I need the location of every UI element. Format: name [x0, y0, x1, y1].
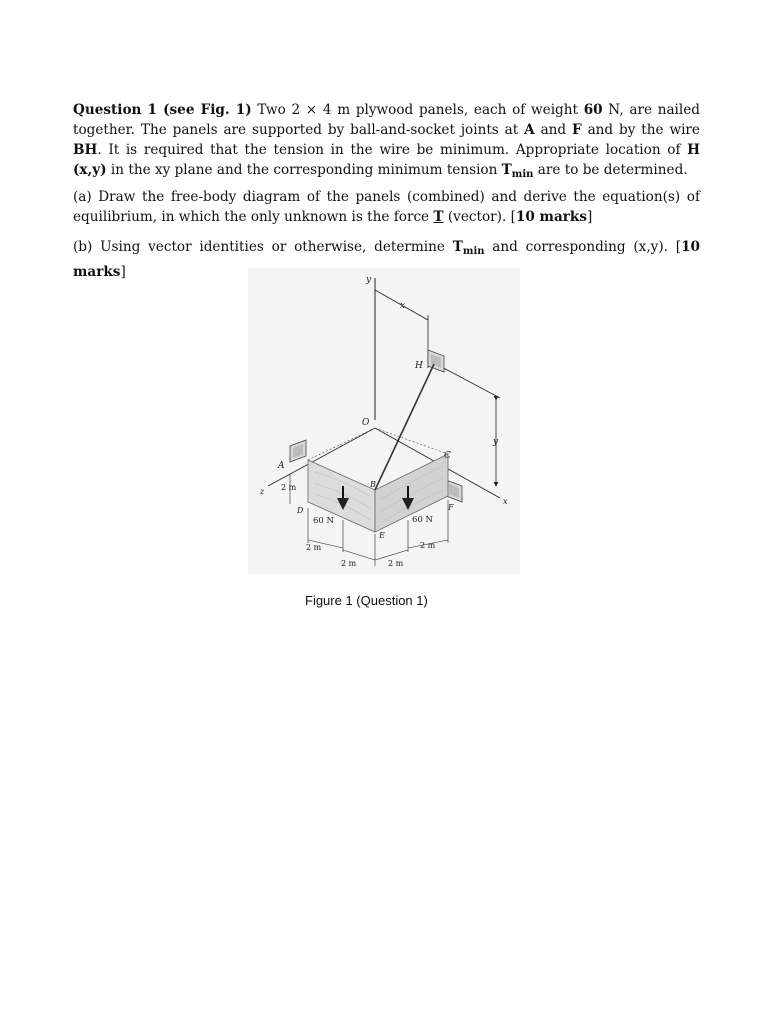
label-b: B: [370, 480, 376, 489]
part-a-text: (a) Draw the free-body diagram of the panels (combined) and derive the equation(s) of equilibrium, in which the only unknown is the force: [73, 189, 700, 225]
label-dim-br: 2 m: [420, 541, 436, 550]
panel-diagram: [248, 268, 520, 574]
label-d: D: [297, 506, 304, 515]
point-a: A: [524, 122, 535, 138]
part-a-text: ]: [586, 209, 593, 225]
label-dim-bm: 2 m: [341, 559, 357, 568]
weight-value: 60: [583, 102, 603, 118]
question-text: are to be determined.: [533, 162, 688, 178]
label-o: O: [362, 418, 370, 428]
tension-vector: T: [433, 209, 444, 225]
wire-bh: BH: [73, 142, 98, 158]
label-f: F: [448, 503, 454, 512]
label-z: z: [260, 487, 265, 496]
part-b-text: ]: [120, 264, 126, 280]
point-f: F: [572, 122, 582, 138]
part-a-paragraph: [73, 187, 700, 227]
label-x-top: x: [400, 301, 406, 311]
label-h: H: [415, 361, 423, 371]
question-text: and: [534, 122, 573, 138]
label-c: C: [444, 451, 451, 461]
label-load-right: 60 N: [412, 515, 433, 525]
question-text: Two 2 × 4 m plywood panels, each of weight: [251, 102, 584, 118]
label-y-axis: y: [366, 275, 372, 285]
label-a: A: [278, 461, 285, 471]
tension-symbol: T: [501, 162, 512, 178]
figure-background: [248, 268, 520, 574]
tension-subscript: min: [511, 169, 534, 180]
label-load-left: 60 N: [313, 516, 334, 526]
part-a-marks: 10 marks: [515, 209, 587, 225]
tension-subscript: min: [462, 246, 485, 257]
question-text: . It is required that the tension in the wire be minimum. Appropriate location of: [97, 142, 688, 158]
label-dim-bl: 2 m: [306, 543, 322, 552]
question-heading: Question 1 (see Fig. 1): [73, 102, 252, 118]
label-x-right: x: [503, 497, 508, 506]
point-h: H (x,y): [73, 142, 700, 178]
label-e: E: [379, 531, 385, 540]
part-b-marks: 10 marks: [73, 239, 700, 280]
label-dim-bm2: 2 m: [388, 559, 404, 568]
part-b-text: and corresponding (x,y). [: [484, 239, 682, 255]
tension-symbol: T: [452, 239, 463, 255]
label-dim-left: 2 m: [281, 483, 297, 492]
question-text: N, are nailed together. The panels are supported by ball-and-socket joints at: [73, 102, 700, 138]
part-b-text: (b) Using vector identities or otherwise, determine: [73, 239, 453, 255]
question-text: in the xy plane and the corresponding minimum tension: [106, 162, 502, 178]
part-a-text: (vector). [: [443, 209, 516, 225]
figure-caption: Figure 1 (Question 1): [305, 593, 428, 608]
figure-1: [248, 268, 520, 574]
question-text: and by the wire: [581, 122, 700, 138]
question-paragraph: [73, 100, 700, 185]
label-y-right: y: [493, 437, 499, 447]
